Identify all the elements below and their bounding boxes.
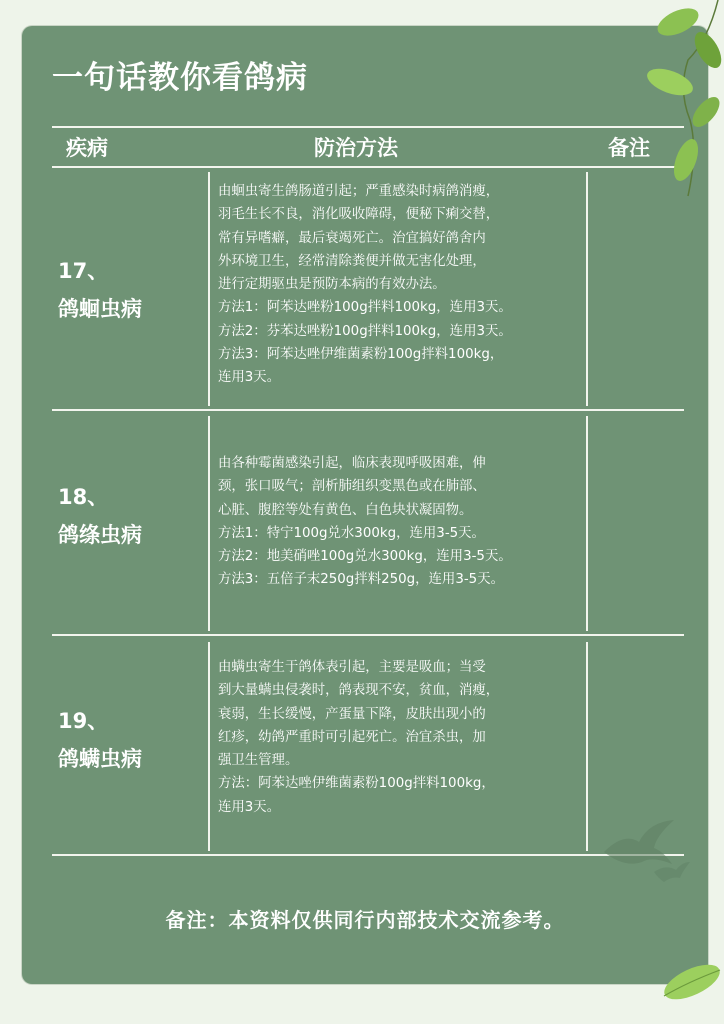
row-divider xyxy=(52,409,684,411)
disease-label xyxy=(58,702,208,778)
method-cell xyxy=(218,180,580,390)
method-line: 羽毛生长不良，消化吸收障碍，便秘下痢交替， xyxy=(218,207,500,223)
method-line: 衰弱，生长缓慢，产蛋量下降，皮肤出现小的 xyxy=(218,706,486,722)
column-divider xyxy=(208,416,210,631)
method-line: 方法1：特宁100g兑水300kg，连用3-5天。 xyxy=(218,525,485,541)
method-line: 外环境卫生，经常清除粪便并做无害化处理， xyxy=(218,253,486,269)
method-line: 强卫生管理。 xyxy=(218,753,299,769)
method-line: 由各种霉菌感染引起，临床表现呼吸困难，伸 xyxy=(218,456,486,471)
table-top-rule xyxy=(52,126,684,128)
header-method: 防治方法 xyxy=(314,136,398,160)
column-divider xyxy=(586,172,588,406)
footer-note: 备注：本资料仅供同行内部技术交流参考。 xyxy=(165,908,565,932)
disease-number: 19、 xyxy=(58,709,109,733)
leaf-decoration-icon xyxy=(648,952,724,1024)
header-note: 备注 xyxy=(608,136,650,160)
header-bottom-rule xyxy=(52,166,684,168)
disease-name: 鸽螨虫病 xyxy=(58,747,142,771)
disease-label xyxy=(58,478,208,554)
method-cell xyxy=(218,656,580,819)
row-divider xyxy=(52,634,684,636)
table-bottom-rule xyxy=(52,854,684,856)
bird-silhouette-icon xyxy=(594,812,694,902)
method-line: 方法2：地美硝唑100g兑水300kg，连用3-5天。 xyxy=(218,549,512,565)
method-line: 进行定期驱虫是预防本病的有效办法。 xyxy=(218,277,446,293)
method-line: 连用3天。 xyxy=(218,370,281,386)
column-divider xyxy=(586,642,588,851)
content-card xyxy=(22,26,708,984)
method-line: 心脏、腹腔等处有黄色、白色块状凝固物。 xyxy=(218,502,473,518)
method-line: 方法3：五倍子末250g拌料250g，连用3-5天。 xyxy=(218,572,504,588)
method-line: 由蛔虫寄生鸽肠道引起；严重感染时病鸽消瘦， xyxy=(218,184,500,199)
method-line: 由螨虫寄生于鸽体表引起，主要是吸血；当受 xyxy=(218,660,486,675)
disease-label xyxy=(58,252,208,328)
method-line: 方法：阿苯达唑伊维菌素粉100g拌料100kg， xyxy=(218,776,495,792)
disease-name: 鸽绦虫病 xyxy=(58,523,142,547)
method-line: 方法3：阿苯达唑伊维菌素粉100g拌料100kg， xyxy=(218,347,504,363)
header-disease: 疾病 xyxy=(66,136,108,160)
disease-name: 鸽蛔虫病 xyxy=(58,297,142,321)
method-line: 方法2：芬苯达唑粉100g拌料100kg，连用3天。 xyxy=(218,323,512,339)
method-line: 红疹，幼鸽严重时可引起死亡。治宜杀虫，加 xyxy=(218,729,486,745)
column-divider xyxy=(586,416,588,631)
column-divider xyxy=(208,172,210,406)
column-divider xyxy=(208,642,210,851)
disease-number: 17、 xyxy=(58,259,109,283)
method-line: 到大量螨虫侵袭时，鸽表现不安，贫血，消瘦， xyxy=(218,683,500,699)
method-line: 连用3天。 xyxy=(218,799,281,815)
page-title: 一句话教你看鸽病 xyxy=(52,60,308,96)
method-line: 常有异嗜癖，最后衰竭死亡。治宜搞好鸽舍内 xyxy=(218,230,486,246)
disease-number: 18、 xyxy=(58,485,109,509)
method-cell xyxy=(218,452,580,592)
method-line: 颈，张口吸气；剖析肺组织变黑色或在肺部、 xyxy=(218,479,486,495)
leaf-decoration-icon xyxy=(628,0,724,200)
method-line: 方法1：阿苯达唑粉100g拌料100kg，连用3天。 xyxy=(218,300,512,316)
